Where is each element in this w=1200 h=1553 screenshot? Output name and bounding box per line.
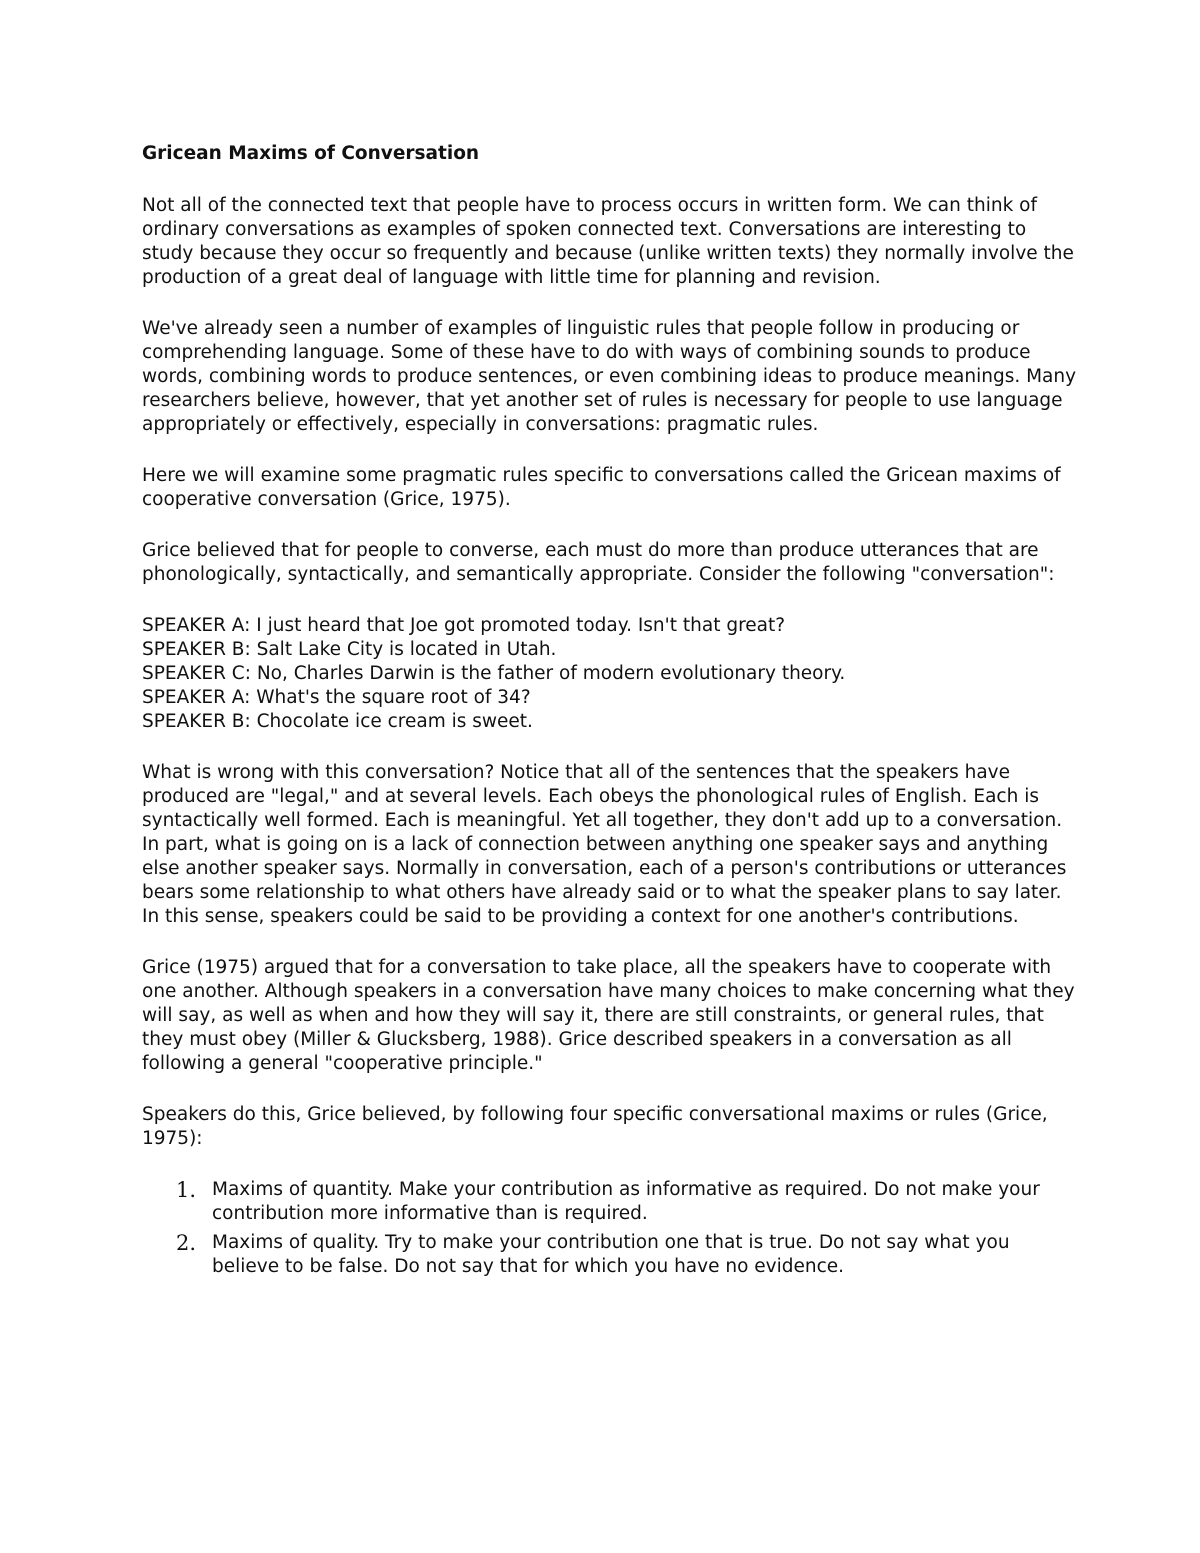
paragraph: We've already seen a number of examples of linguistic rules that people follow in producing or comprehending language. Some of these have to do with ways of combining sounds to produce words, combining words to produce sentences, or even combining ideas to produce meanings. Many researchers believe, however, that yet another set of rules is necessary for people to use language appropriately or effectively, especially in conversations: pragmatic rules.	[142, 318, 1077, 435]
document-body	[142, 141, 1077, 1284]
dialogue-line: SPEAKER A: I just heard that Joe got promoted today. Isn't that great?	[142, 615, 786, 636]
list-item-text: Maxims of quantity. Make your contribution as informative as required. Do not make your contribution more informative than is required.	[212, 1179, 1040, 1224]
list-item-text: Maxims of quality. Try to make your contribution one that is true. Do not say what you believe to be false. Do not say that for which you have no evidence.	[212, 1232, 1010, 1277]
paragraph: Here we will examine some pragmatic rules specific to conversations called the Gricean maxims of cooperative conversation (Grice, 1975).	[142, 465, 1061, 510]
list-item	[142, 1178, 1077, 1226]
list-number: 2.	[176, 1231, 197, 1255]
list-number: 1.	[176, 1178, 197, 1202]
paragraph: Not all of the connected text that people have to process occurs in written form. We can think of ordinary conversations as examples of spoken connected text. Conversations are interesting to study because they occur so frequently and because (unlike written texts) they normally involve the production of a great deal of language with little time for planning and revision.	[142, 195, 1074, 288]
document-title: Gricean Maxims of Conversation	[142, 143, 480, 164]
paragraph: What is wrong with this conversation? Notice that all of the sentences that the speakers have produced are "legal," and at several levels. Each obeys the phonological rules of English. Each is syntactically well formed. Each is meaningful. Yet all together, they don't add up to a conversation. In part, what is going on is a lack of connection between anything one speaker says and anything else another speaker says. Normally in conversation, each of a person's contributions or utterances bears some relationship to what others have already said or to what the speaker plans to say later. In this sense, speakers could be said to be providing a context for one another's contributions.	[142, 762, 1067, 927]
paragraph: Grice (1975) argued that for a conversation to take place, all the speakers have to cooperate with one another. Although speakers in a conversation have many choices to make concerning what they will say, as well as when and how they will say it, there are still constraints, or general rules, that they must obey (Miller & Glucksberg, 1988). Grice described speakers in a conversation as all following a general "cooperative principle."	[142, 957, 1075, 1074]
list-item	[142, 1231, 1077, 1279]
paragraph: Grice believed that for people to converse, each must do more than produce utterances that are phonologically, syntactically, and semantically appropriate. Consider the following "conversation":	[142, 540, 1055, 585]
dialogue-line: SPEAKER C: No, Charles Darwin is the father of modern evolutionary theory.	[142, 663, 846, 684]
dialogue-line: SPEAKER B: Chocolate ice cream is sweet.	[142, 711, 533, 732]
paragraph: Speakers do this, Grice believed, by following four specific conversational maxims or rules (Grice, 1975):	[142, 1104, 1048, 1149]
maxims-list	[142, 1178, 1077, 1279]
dialogue-line: SPEAKER A: What's the square root of 34?	[142, 687, 531, 708]
dialogue-block	[142, 614, 1077, 734]
dialogue-line: SPEAKER B: Salt Lake City is located in Utah.	[142, 639, 557, 660]
